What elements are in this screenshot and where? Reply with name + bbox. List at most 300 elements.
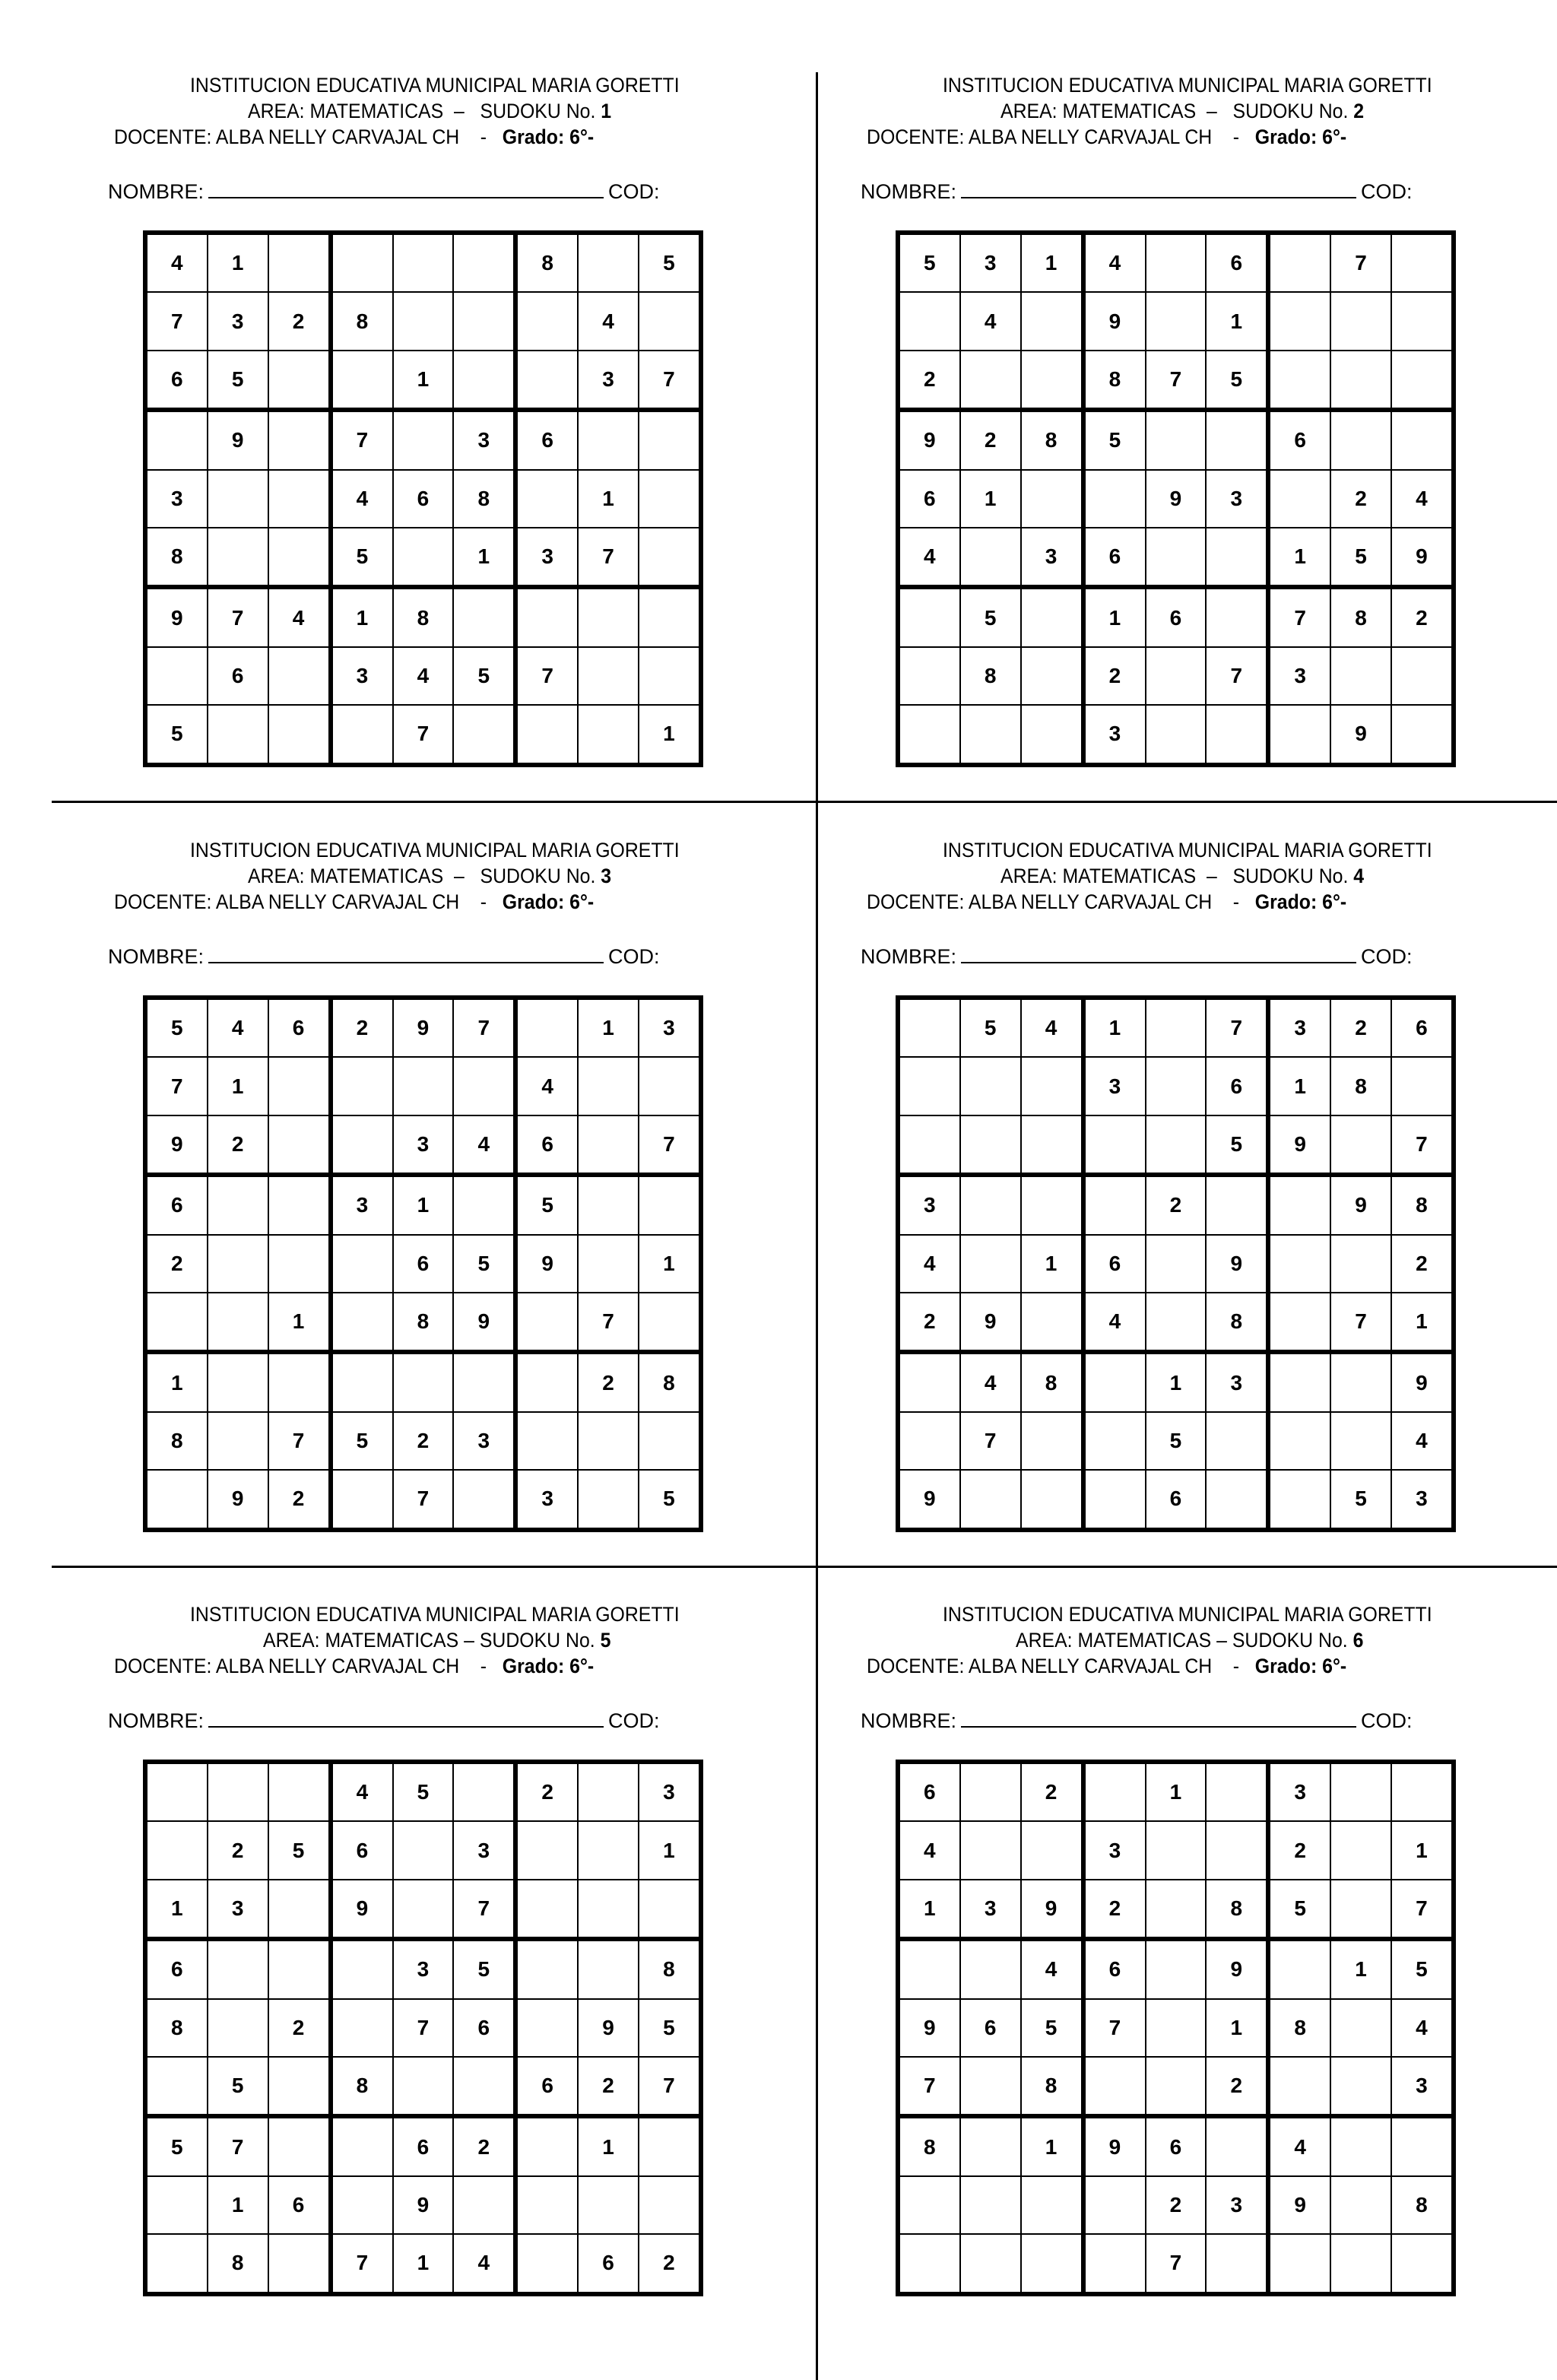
empty-cell[interactable]	[1206, 1821, 1268, 1879]
empty-cell[interactable]	[145, 1293, 208, 1352]
empty-cell[interactable]	[1206, 587, 1268, 646]
empty-cell[interactable]	[145, 1762, 208, 1821]
empty-cell[interactable]	[453, 351, 515, 410]
empty-cell[interactable]	[208, 705, 268, 764]
empty-cell[interactable]	[331, 233, 393, 292]
empty-cell[interactable]	[578, 647, 639, 705]
empty-cell[interactable]	[639, 2176, 701, 2234]
empty-cell[interactable]	[331, 1057, 393, 1115]
given-cell	[639, 351, 701, 410]
empty-cell[interactable]	[960, 2057, 1021, 2116]
empty-cell[interactable]	[960, 1821, 1021, 1879]
empty-cell[interactable]	[1268, 2057, 1330, 2116]
empty-cell[interactable]	[208, 1762, 268, 1821]
empty-cell[interactable]	[1391, 2234, 1454, 2293]
empty-cell[interactable]	[1021, 1821, 1083, 1879]
empty-cell[interactable]	[1268, 1352, 1330, 1411]
empty-cell[interactable]	[1330, 2057, 1391, 2116]
empty-cell[interactable]	[898, 292, 960, 350]
empty-cell[interactable]	[578, 587, 639, 646]
empty-cell[interactable]	[1146, 2057, 1207, 2116]
empty-cell[interactable]	[331, 1939, 393, 1998]
empty-cell[interactable]	[268, 528, 331, 587]
empty-cell[interactable]	[268, 647, 331, 705]
empty-cell[interactable]	[1021, 1412, 1083, 1470]
empty-cell[interactable]	[453, 1175, 515, 1234]
empty-cell[interactable]	[1146, 705, 1207, 764]
empty-cell[interactable]	[1021, 1470, 1083, 1529]
cell-digit: 7	[663, 367, 675, 391]
grade-label: Grado: 6°-	[1254, 890, 1347, 913]
empty-cell[interactable]	[1206, 1762, 1268, 1821]
empty-cell[interactable]	[1206, 1412, 1268, 1470]
given-cell	[393, 1470, 454, 1529]
cell-digit: 4	[1108, 1309, 1121, 1334]
empty-cell[interactable]	[1268, 292, 1330, 350]
empty-cell[interactable]	[1391, 351, 1454, 410]
empty-cell[interactable]	[208, 1939, 268, 1998]
empty-cell[interactable]	[898, 1115, 960, 1175]
empty-cell[interactable]	[515, 2116, 578, 2175]
empty-cell[interactable]	[268, 1175, 331, 1234]
empty-cell[interactable]	[960, 1762, 1021, 1821]
empty-cell[interactable]	[268, 233, 331, 292]
given-cell	[639, 2057, 701, 2116]
empty-cell[interactable]	[960, 2176, 1021, 2234]
empty-cell[interactable]	[453, 2057, 515, 2116]
empty-cell[interactable]	[268, 351, 331, 410]
empty-cell[interactable]	[898, 1352, 960, 1411]
given-cell	[1146, 1470, 1207, 1529]
empty-cell[interactable]	[208, 1352, 268, 1411]
empty-cell[interactable]	[145, 410, 208, 469]
cell-digit: 4	[1294, 2134, 1306, 2159]
empty-cell[interactable]	[898, 705, 960, 764]
sudoku-number: 1	[601, 100, 612, 122]
empty-cell[interactable]	[1391, 647, 1454, 705]
empty-cell[interactable]	[331, 1999, 393, 2057]
empty-cell[interactable]	[268, 2057, 331, 2116]
cell-digit: 6	[924, 1780, 936, 1804]
empty-cell[interactable]	[1330, 1352, 1391, 1411]
empty-cell[interactable]	[1330, 647, 1391, 705]
empty-cell[interactable]	[960, 1115, 1021, 1175]
empty-cell[interactable]	[1146, 528, 1207, 587]
empty-cell[interactable]	[639, 1880, 701, 1939]
grid-row	[898, 410, 1454, 469]
empty-cell[interactable]	[1330, 410, 1391, 469]
grid-row	[898, 1939, 1454, 1998]
empty-cell[interactable]	[1330, 2176, 1391, 2234]
empty-cell[interactable]	[1021, 2176, 1083, 2234]
empty-cell[interactable]	[1021, 1175, 1083, 1234]
cell-digit: 5	[292, 1838, 305, 1862]
empty-cell[interactable]	[1330, 351, 1391, 410]
empty-cell[interactable]	[208, 1175, 268, 1234]
grid-row	[898, 1352, 1454, 1411]
given-cell	[453, 1821, 515, 1879]
empty-cell[interactable]	[1083, 470, 1146, 528]
empty-cell[interactable]	[1021, 470, 1083, 528]
empty-cell[interactable]	[1146, 647, 1207, 705]
empty-cell[interactable]	[578, 410, 639, 469]
empty-cell[interactable]	[578, 1470, 639, 1529]
given-cell	[145, 1235, 208, 1293]
empty-cell[interactable]	[268, 2116, 331, 2175]
grid-row	[898, 1999, 1454, 2057]
empty-cell[interactable]	[515, 587, 578, 646]
empty-cell[interactable]	[515, 1412, 578, 1470]
empty-cell[interactable]	[331, 705, 393, 764]
sudoku-sheet-5	[0, 1529, 760, 2290]
given-cell	[578, 998, 639, 1057]
empty-cell[interactable]	[960, 705, 1021, 764]
empty-cell[interactable]	[515, 292, 578, 350]
empty-cell[interactable]	[578, 1057, 639, 1115]
empty-cell[interactable]	[960, 1939, 1021, 1998]
cell-digit: 2	[1169, 1193, 1182, 1217]
empty-cell[interactable]	[453, 233, 515, 292]
empty-cell[interactable]	[1268, 1470, 1330, 1529]
empty-cell[interactable]	[639, 587, 701, 646]
empty-cell[interactable]	[639, 470, 701, 528]
empty-cell[interactable]	[1021, 647, 1083, 705]
empty-cell[interactable]	[1083, 1762, 1146, 1821]
empty-cell[interactable]	[268, 1115, 331, 1175]
cod-label: COD:	[608, 945, 660, 968]
empty-cell[interactable]	[1021, 705, 1083, 764]
empty-cell[interactable]	[1330, 2234, 1391, 2293]
empty-cell[interactable]	[639, 647, 701, 705]
empty-cell[interactable]	[1146, 233, 1207, 292]
given-cell	[208, 2234, 268, 2293]
empty-cell[interactable]	[145, 1470, 208, 1529]
empty-cell[interactable]	[1391, 2116, 1454, 2175]
empty-cell[interactable]	[145, 1821, 208, 1879]
empty-cell[interactable]	[331, 1470, 393, 1529]
empty-cell[interactable]	[898, 1412, 960, 1470]
empty-cell[interactable]	[1268, 1175, 1330, 1234]
grid-row	[898, 292, 1454, 350]
empty-cell[interactable]	[1146, 292, 1207, 350]
empty-cell[interactable]	[331, 1293, 393, 1352]
empty-cell[interactable]	[1021, 1115, 1083, 1175]
empty-cell[interactable]	[960, 528, 1021, 587]
empty-cell[interactable]	[331, 1115, 393, 1175]
empty-cell[interactable]	[578, 233, 639, 292]
empty-cell[interactable]	[1330, 1762, 1391, 1821]
empty-cell[interactable]	[960, 1057, 1021, 1115]
empty-cell[interactable]	[268, 1762, 331, 1821]
empty-cell[interactable]	[393, 1880, 454, 1939]
empty-cell[interactable]	[578, 1115, 639, 1175]
name-blank[interactable]	[961, 180, 1356, 198]
empty-cell[interactable]	[1146, 1880, 1207, 1939]
given-cell	[1330, 233, 1391, 292]
empty-cell[interactable]	[1146, 410, 1207, 469]
empty-cell[interactable]	[393, 233, 454, 292]
empty-cell[interactable]	[1268, 351, 1330, 410]
empty-cell[interactable]	[1083, 2057, 1146, 2116]
empty-cell[interactable]	[268, 410, 331, 469]
empty-cell[interactable]	[1268, 1235, 1330, 1293]
cell-digit: 5	[663, 1487, 675, 1511]
empty-cell[interactable]	[1206, 2116, 1268, 2175]
empty-cell[interactable]	[1146, 1999, 1207, 2057]
empty-cell[interactable]	[1268, 233, 1330, 292]
empty-cell[interactable]	[515, 1939, 578, 1998]
empty-cell[interactable]	[639, 2116, 701, 2175]
empty-cell[interactable]	[578, 1762, 639, 1821]
empty-cell[interactable]	[1268, 1412, 1330, 1470]
empty-cell[interactable]	[453, 1057, 515, 1115]
given-cell	[145, 470, 208, 528]
empty-cell[interactable]	[1391, 705, 1454, 764]
empty-cell[interactable]	[1021, 1057, 1083, 1115]
empty-cell[interactable]	[1083, 2234, 1146, 2293]
empty-cell[interactable]	[1268, 470, 1330, 528]
empty-cell[interactable]	[1330, 2116, 1391, 2175]
cell-digit: 4	[477, 2251, 490, 2275]
cell-digit: 3	[1108, 722, 1121, 746]
sudoku-label: SUDOKU No.	[1232, 1629, 1348, 1652]
empty-cell[interactable]	[960, 2116, 1021, 2175]
empty-cell[interactable]	[453, 2176, 515, 2234]
empty-cell[interactable]	[515, 2234, 578, 2293]
empty-cell[interactable]	[515, 1821, 578, 1879]
empty-cell[interactable]	[453, 1352, 515, 1411]
empty-cell[interactable]	[393, 1057, 454, 1115]
empty-cell[interactable]	[268, 1939, 331, 1998]
empty-cell[interactable]	[960, 1235, 1021, 1293]
cell-digit: 4	[541, 1074, 553, 1098]
empty-cell[interactable]	[1146, 1293, 1207, 1352]
empty-cell[interactable]	[515, 351, 578, 410]
empty-cell[interactable]	[639, 410, 701, 469]
empty-cell[interactable]	[268, 2234, 331, 2293]
name-blank[interactable]	[961, 1709, 1356, 1728]
empty-cell[interactable]	[1206, 1470, 1268, 1529]
empty-cell[interactable]	[1206, 705, 1268, 764]
empty-cell[interactable]	[639, 292, 701, 350]
empty-cell[interactable]	[145, 2057, 208, 2116]
cell-digit: 8	[663, 1957, 675, 1982]
empty-cell[interactable]	[393, 1821, 454, 1879]
empty-cell[interactable]	[145, 2234, 208, 2293]
given-cell	[145, 1115, 208, 1175]
empty-cell[interactable]	[268, 705, 331, 764]
name-label: NOMBRE:	[108, 180, 205, 203]
empty-cell[interactable]	[1330, 1115, 1391, 1175]
empty-cell[interactable]	[453, 1470, 515, 1529]
empty-cell[interactable]	[453, 1762, 515, 1821]
given-cell	[145, 1057, 208, 1115]
empty-cell[interactable]	[268, 1352, 331, 1411]
empty-cell[interactable]	[1330, 1821, 1391, 1879]
empty-cell[interactable]	[898, 647, 960, 705]
cell-digit: 3	[663, 1780, 675, 1804]
empty-cell[interactable]	[393, 410, 454, 469]
empty-cell[interactable]	[578, 1939, 639, 1998]
empty-cell[interactable]	[578, 705, 639, 764]
empty-cell[interactable]	[1391, 292, 1454, 350]
empty-cell[interactable]	[898, 2234, 960, 2293]
empty-cell[interactable]	[1268, 1293, 1330, 1352]
empty-cell[interactable]	[453, 705, 515, 764]
empty-cell[interactable]	[515, 705, 578, 764]
empty-cell[interactable]	[1330, 1999, 1391, 2057]
empty-cell[interactable]	[1083, 1412, 1146, 1470]
empty-cell[interactable]	[578, 1235, 639, 1293]
empty-cell[interactable]	[1391, 1057, 1454, 1115]
empty-cell[interactable]	[1083, 1470, 1146, 1529]
empty-cell[interactable]	[331, 351, 393, 410]
empty-cell[interactable]	[1021, 292, 1083, 350]
empty-cell[interactable]	[208, 470, 268, 528]
empty-cell[interactable]	[393, 528, 454, 587]
empty-cell[interactable]	[1021, 587, 1083, 646]
empty-cell[interactable]	[208, 1293, 268, 1352]
empty-cell[interactable]	[1206, 528, 1268, 587]
empty-cell[interactable]	[331, 1235, 393, 1293]
empty-cell[interactable]	[639, 528, 701, 587]
empty-cell[interactable]	[268, 1057, 331, 1115]
empty-cell[interactable]	[639, 1175, 701, 1234]
empty-cell[interactable]	[1083, 1115, 1146, 1175]
empty-cell[interactable]	[960, 2234, 1021, 2293]
empty-cell[interactable]	[515, 470, 578, 528]
given-cell	[1330, 1293, 1391, 1352]
given-cell	[1146, 1352, 1207, 1411]
cell-digit: 7	[171, 309, 183, 333]
empty-cell[interactable]	[208, 1235, 268, 1293]
empty-cell[interactable]	[208, 1999, 268, 2057]
empty-cell[interactable]	[393, 292, 454, 350]
empty-cell[interactable]	[1083, 2176, 1146, 2234]
empty-cell[interactable]	[898, 2176, 960, 2234]
grid-row	[145, 1880, 701, 1939]
empty-cell[interactable]	[145, 647, 208, 705]
empty-cell[interactable]	[1083, 1175, 1146, 1234]
empty-cell[interactable]	[1391, 1762, 1454, 1821]
empty-cell[interactable]	[1268, 705, 1330, 764]
grid-row	[145, 351, 701, 410]
empty-cell[interactable]	[1391, 410, 1454, 469]
empty-cell[interactable]	[1083, 1352, 1146, 1411]
empty-cell[interactable]	[1330, 292, 1391, 350]
given-cell	[639, 1352, 701, 1411]
empty-cell[interactable]	[208, 1412, 268, 1470]
empty-cell[interactable]	[1146, 998, 1207, 1057]
given-cell	[960, 1352, 1021, 1411]
empty-cell[interactable]	[515, 1880, 578, 1939]
empty-cell[interactable]	[639, 1412, 701, 1470]
empty-cell[interactable]	[1330, 1412, 1391, 1470]
grid-row	[145, 1235, 701, 1293]
name-blank[interactable]	[208, 945, 604, 963]
empty-cell[interactable]	[1206, 1175, 1268, 1234]
empty-cell[interactable]	[639, 1293, 701, 1352]
empty-cell[interactable]	[1146, 1939, 1207, 1998]
empty-cell[interactable]	[578, 1412, 639, 1470]
given-cell	[393, 2116, 454, 2175]
empty-cell[interactable]	[268, 1880, 331, 1939]
empty-cell[interactable]	[515, 1999, 578, 2057]
subject-line	[1016, 1629, 1363, 1652]
empty-cell[interactable]	[1206, 2234, 1268, 2293]
empty-cell[interactable]	[898, 1939, 960, 1998]
empty-cell[interactable]	[898, 587, 960, 646]
name-blank[interactable]	[961, 945, 1356, 963]
empty-cell[interactable]	[515, 2176, 578, 2234]
name-blank[interactable]	[208, 180, 604, 198]
subject-line	[248, 865, 611, 888]
empty-cell[interactable]	[578, 1175, 639, 1234]
cell-digit: 5	[477, 1251, 490, 1275]
empty-cell[interactable]	[1021, 2234, 1083, 2293]
empty-cell[interactable]	[393, 2057, 454, 2116]
empty-cell[interactable]	[1146, 1057, 1207, 1115]
empty-cell[interactable]	[1146, 1235, 1207, 1293]
empty-cell[interactable]	[1146, 1821, 1207, 1879]
student-info-line	[108, 180, 660, 204]
empty-cell[interactable]	[639, 1057, 701, 1115]
empty-cell[interactable]	[515, 1293, 578, 1352]
empty-cell[interactable]	[145, 2176, 208, 2234]
empty-cell[interactable]	[1330, 1235, 1391, 1293]
empty-cell[interactable]	[960, 1470, 1021, 1529]
empty-cell[interactable]	[1268, 1939, 1330, 1998]
given-cell	[960, 587, 1021, 646]
empty-cell[interactable]	[331, 1352, 393, 1411]
empty-cell[interactable]	[578, 1821, 639, 1879]
empty-cell[interactable]	[960, 351, 1021, 410]
empty-cell[interactable]	[453, 292, 515, 350]
empty-cell[interactable]	[1206, 410, 1268, 469]
given-cell	[268, 2176, 331, 2234]
empty-cell[interactable]	[331, 2176, 393, 2234]
sudoku-number: 4	[1353, 865, 1365, 887]
empty-cell[interactable]	[393, 1352, 454, 1411]
cell-digit: 1	[1169, 1370, 1182, 1395]
empty-cell[interactable]	[898, 998, 960, 1057]
given-cell	[1021, 2116, 1083, 2175]
given-cell	[1330, 1175, 1391, 1234]
empty-cell[interactable]	[515, 998, 578, 1057]
empty-cell[interactable]	[331, 2116, 393, 2175]
empty-cell[interactable]	[1330, 1880, 1391, 1939]
empty-cell[interactable]	[1021, 1293, 1083, 1352]
empty-cell[interactable]	[1268, 2234, 1330, 2293]
empty-cell[interactable]	[1146, 1115, 1207, 1175]
empty-cell[interactable]	[268, 1235, 331, 1293]
cell-digit: 1	[1045, 251, 1058, 275]
empty-cell[interactable]	[578, 2176, 639, 2234]
empty-cell[interactable]	[898, 1057, 960, 1115]
cell-digit: 3	[356, 1193, 369, 1217]
empty-cell[interactable]	[1391, 233, 1454, 292]
empty-cell[interactable]	[960, 1175, 1021, 1234]
empty-cell[interactable]	[578, 1880, 639, 1939]
empty-cell[interactable]	[1021, 351, 1083, 410]
empty-cell[interactable]	[268, 470, 331, 528]
grid-row	[145, 2116, 701, 2175]
empty-cell[interactable]	[515, 1352, 578, 1411]
empty-cell[interactable]	[453, 587, 515, 646]
name-blank[interactable]	[208, 1709, 604, 1728]
given-cell	[898, 528, 960, 587]
empty-cell[interactable]	[208, 528, 268, 587]
